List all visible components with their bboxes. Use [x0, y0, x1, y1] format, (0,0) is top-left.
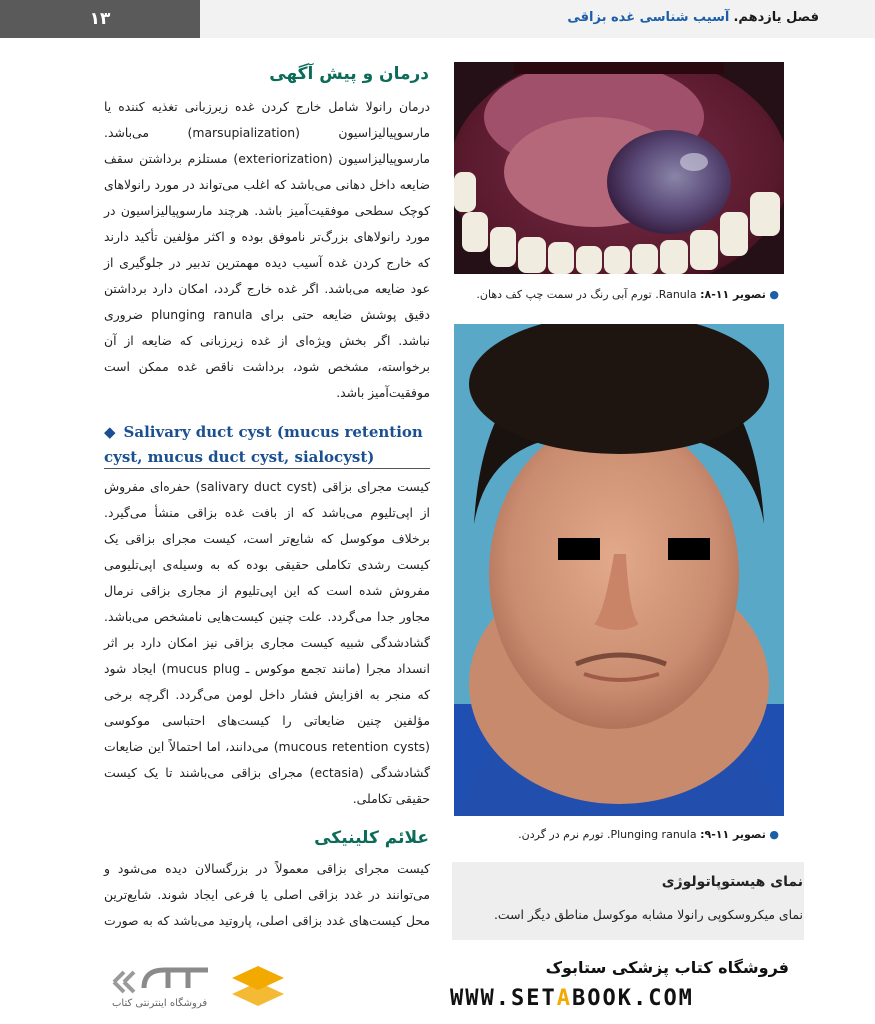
figure-term: Plunging ranula [610, 828, 697, 841]
histology-body: نمای میکروسکوپی رانولا مشابه موکوسل مناطق دیگر است. [493, 907, 803, 922]
figure-caption-plunging-ranula [518, 828, 779, 841]
ranula-photo [454, 62, 784, 274]
section-body-clinical: کیست مجرای بزاقی معمولاً در بزرگسالان دیده می‌شود و می‌توانند در غدد بزاقی اصلی یا فرعی ایجاد شوند. شایع‌ترین محل کیست‌های غدد بزاقی اصلی، پاروتید می‌باشد که به صورت [104, 861, 430, 928]
chapter-label: فصل یازدهم. [733, 10, 819, 25]
page-number: ۱۳ [89, 9, 111, 29]
store-url[interactable]: WWW.SETABOOK.COM [450, 986, 694, 1011]
figure-caption-text: . تورم آبی رنگ در سمت چپ کف دهان. [476, 288, 659, 301]
page-header [0, 0, 875, 38]
section-body-salivary-duct-cyst: کیست مجرای بزاقی (salivary duct cyst) حفره‌ای مفروش از اپی‌تلیوم می‌باشد که از بافت غده بزاقی منشأ می‌گیرد. برخلاف موکوسل که شایع‌تر است، کیست مجرای بزاقی یک کیست رشدی تکاملی حقیقی بوده که به وسیله‌ی اپی‌تلیومی مفروش شده است که این اپی‌تلیوم از مجاری بزاقی نرمال مجاور جدا می‌گردد. علت چنین کیست‌هایی نامشخص می‌باشد. گشادشدگی شبیه کیست مجاری بزاقی نیز امکان دارد بر اثر انسداد مجرا (مانند تجمع موکوس ـ mucus plug) ایجاد شود که منجر به افزایش فشار داخل لومن می‌گردد. اگرچه برخی مؤلفین چنین ضایعاتی را کیست‌های احتباسی موکوسی (mucous retention cysts) می‌دانند، اما احتمالاً این ضایعات گشادشدگی (ectasia) مجرای بزاقی می‌باشند تا یک کیست حقیقی تکاملی. [104, 479, 430, 806]
figure-caption-text: . تورم نرم در گردن. [518, 828, 611, 841]
diamond-bullet-icon: ◆ [104, 423, 116, 441]
chapter-title [567, 10, 819, 25]
figure-label: تصویر ۱۱-۸: [700, 288, 766, 301]
store-name: فروشگاه کتاب پزشکی ستابوک [545, 958, 789, 977]
figure-caption-ranula [476, 288, 779, 301]
figure-label: تصویر ۱۱-۹: [700, 828, 766, 841]
logo-caption: فروشگاه اینترنتی کتاب [112, 998, 208, 1009]
caption-bullet-icon: ● [769, 828, 779, 841]
section-title-treatment: درمان و پیش آگهی [269, 64, 429, 84]
heading-divider [104, 468, 430, 469]
caption-bullet-icon: ● [769, 288, 779, 301]
chapter-subtitle: آسیب شناسی غده بزاقی [567, 10, 730, 25]
plunging-ranula-photo [454, 324, 784, 816]
section-title-clinical: علائم کلینیکی [314, 828, 429, 848]
figure-term: Ranula [658, 288, 697, 301]
histology-title: نمای هیستوپاتولوژی [661, 874, 803, 890]
section-title-salivary-duct-cyst: ◆ Salivary duct cyst (mucus retention cyst, mucus duct cyst, sialocyst) [104, 423, 423, 466]
section-body-treatment: درمان رانولا شامل خارج کردن غده زیرزبانی تغذیه کننده یا مارسوپیالیزاسیون (marsupialization) می‌باشد. مارسوپیالیزاسیون (exteriorization) مستلزم برداشتن سقف ضایعه داخل دهانی می‌باشد که اغلب می‌تواند در مورد رانولاهای کوچک سطحی موفقیت‌آمیز باشد. هرچند مارسوپیالیزاسیون در مورد رانولاهای بزرگ‌تر ناموفق بوده و اکثر مؤلفین تأکید دارند که خارج کردن غده آسیب دیده مهمترین تدبیر در جلوگیری از عود ضایعه می‌باشد. اگر غده خارج گردد، امکان دارد برداشتن دقیق پوشش ضایعه حتی برای plunging ranula ضروری نباشد. اگر بخش ویژه‌ای از غده زیرزبانی که ضایعه از آن برخواسته، مشخص شود، برداشت ناقص غده ممکن است موفقیت‌آمیز باشد. [104, 99, 430, 400]
